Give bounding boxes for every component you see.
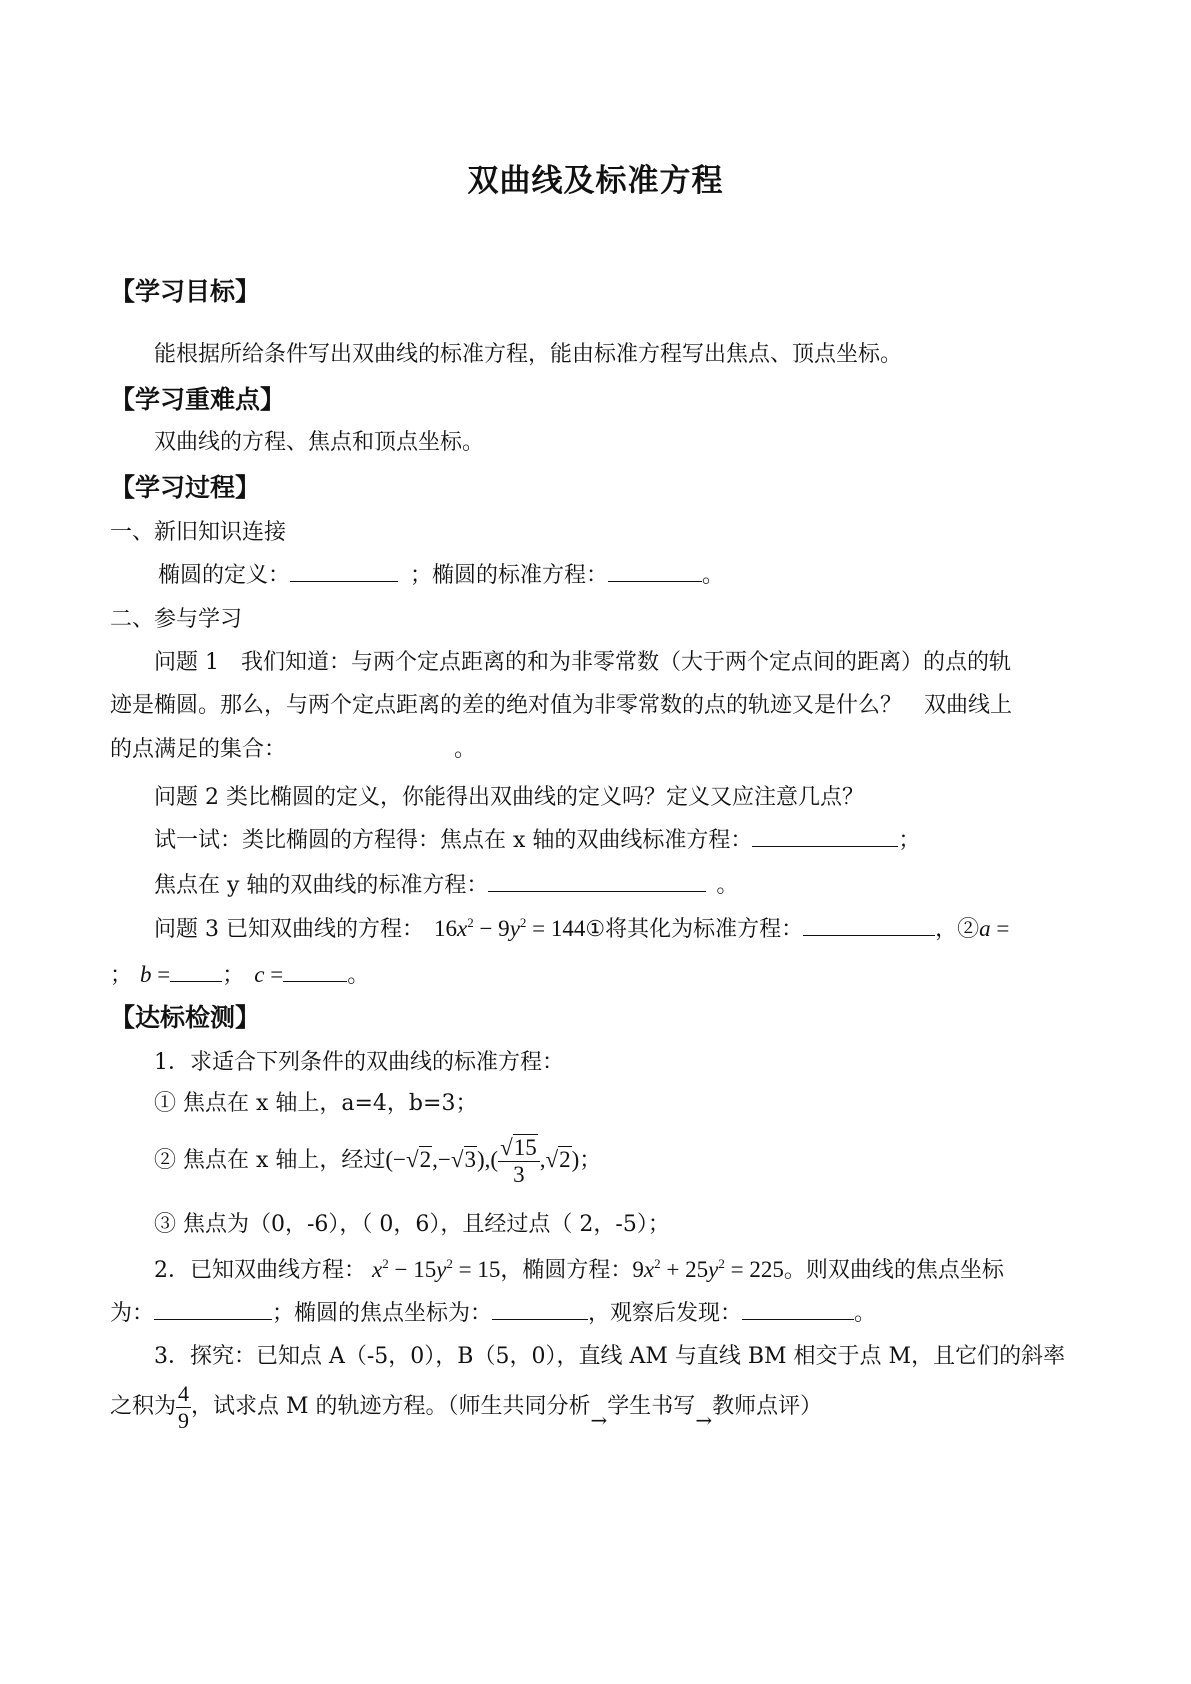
key-points-text: 双曲线的方程、焦点和顶点坐标。 xyxy=(154,430,485,455)
q3-line2: ； b = ； c = 。 xyxy=(110,962,370,988)
q1-line3: 的点满足的集合： 。 xyxy=(110,737,477,762)
try-y-blank[interactable] xyxy=(488,871,706,892)
fraction-4-over-9: $\frac{4}{9}$ xyxy=(178,1380,190,1433)
test-p1-3: ③ 焦点为（0，-6），（ 0，6），且经过点（ 2，-5）； xyxy=(154,1212,670,1237)
test-p1-1: ① 焦点在 x 轴上，a=4，b=3； xyxy=(154,1091,478,1116)
try-y-line: 焦点在 y 轴的双曲线的标准方程： 。 xyxy=(154,873,739,898)
hyperbola-foci-blank[interactable] xyxy=(154,1299,272,1320)
ellipse-def-blank[interactable] xyxy=(290,561,398,582)
try-x-blank[interactable] xyxy=(752,826,898,847)
q3-line: 问题 3 已知双曲线的方程： $16x^2 - 9y^2$ = 144①将其化为标准方程： ，②a = xyxy=(154,915,1010,942)
q3-equation: $16x^2 - 9y^2 = 144$ xyxy=(433,915,586,941)
ellipse-eq-blank[interactable] xyxy=(608,561,702,582)
test-p2-line2: 为： ；椭圆的焦点坐标为： ，观察后发现： 。 xyxy=(110,1301,877,1326)
ellipse-eq-label: 椭圆的标准方程： xyxy=(432,563,609,588)
test-p1: 1．求适合下列条件的双曲线的标准方程： xyxy=(154,1050,564,1075)
arrow-icon: → xyxy=(695,1408,713,1432)
test-p3-line2: 之积为 $\frac{4}{9}$ ，试求点 M 的轨迹方程。（师生共同分析→学生书写→教师点评） xyxy=(110,1378,822,1435)
test-p2-line1: 2．已知双曲线方程： $x^2 - 15y^2 = 15$，椭圆方程：$9x^2 + 25y^2 = 225$。则双曲线的焦点坐标 xyxy=(154,1256,1004,1283)
q3-b-blank[interactable] xyxy=(170,961,222,982)
ellipse-def-label: 椭圆的定义： xyxy=(158,563,291,588)
ellipse-line: 椭圆的定义： ；椭圆的标准方程： 。 xyxy=(158,563,725,588)
test-heading: 【达标检测】 xyxy=(110,1003,261,1032)
fraction-sqrt15-over-3: $\frac{√15}{3}$ xyxy=(498,1135,540,1188)
test-p1-2: ② 焦点在 x 轴上，经过(−√2,−√3),( $\frac{√15}{3}$ ,√2)； xyxy=(154,1135,602,1188)
q1-line1: 问题 1 我们知道：与两个定点距离的和为非零常数（大于两个定点间的距离）的点的轨 xyxy=(154,650,1011,675)
try-x-line: 试一试：类比椭圆的方程得：焦点在 x 轴的双曲线标准方程： ； xyxy=(154,828,921,853)
part1-title: 一、新旧知识连接 xyxy=(110,520,287,545)
observation-blank[interactable] xyxy=(742,1299,854,1320)
arrow-icon: → xyxy=(590,1408,608,1432)
q1-line2: 迹是椭圆。那么，与两个定点距离的差的绝对值为非零常数的点的轨迹又是什么？ 双曲线上 xyxy=(110,693,1013,718)
page-title: 双曲线及标准方程 xyxy=(467,163,724,199)
part2-title: 二、参与学习 xyxy=(110,607,243,632)
hyperbola-equation: $x^2 - 15y^2 = 15$ xyxy=(372,1256,501,1282)
test-p3-line1: 3．探究：已知点 A（-5，0），B（5，0），直线 AM 与直线 BM 相交于点 M，且它们的斜率 xyxy=(154,1344,1066,1369)
q2: 问题 2 类比椭圆的定义，你能得出双曲线的定义吗？定义又应注意几点？ xyxy=(154,785,864,810)
points-expression: (−√2,−√3),( $\frac{√15}{3}$ ,√2) xyxy=(385,1135,580,1188)
key-points-heading: 【学习重难点】 xyxy=(110,385,286,414)
goals-text: 能根据所给条件写出双曲线的标准方程，能由标准方程写出焦点、顶点坐标。 xyxy=(154,342,903,367)
process-heading: 【学习过程】 xyxy=(110,473,261,502)
ellipse-foci-blank[interactable] xyxy=(492,1299,588,1320)
goals-heading: 【学习目标】 xyxy=(110,277,261,306)
separator: ； xyxy=(410,563,433,588)
q3-standard-blank[interactable] xyxy=(803,915,935,936)
q3-c-blank[interactable] xyxy=(283,961,347,982)
ellipse-equation: $9x^2 + 25y^2 = 225$ xyxy=(632,1256,784,1282)
